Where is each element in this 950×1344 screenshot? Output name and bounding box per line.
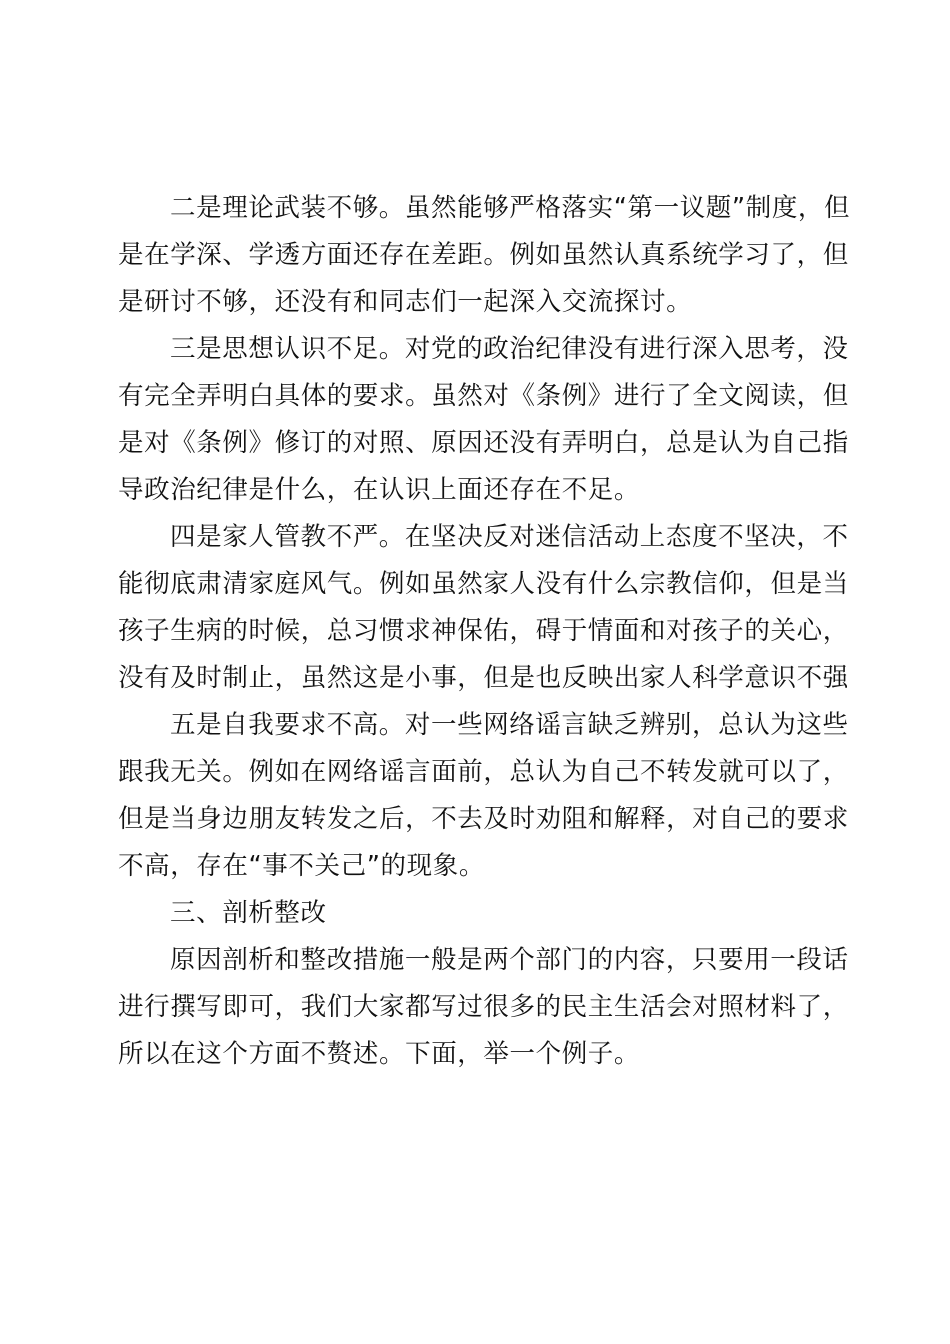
text-line: 孩子生病的时候，总习惯求神保佑，碍于情面和对孩子的关心， — [118, 616, 849, 646]
text-line: 进行撰写即可，我们大家都写过很多的民主生活会对照材料了， — [118, 992, 849, 1022]
text-line: 五是自我要求不高。对一些网络谣言缺乏辨别，总认为这些 — [170, 710, 849, 740]
text-line: 能彻底肃清家庭风气。例如虽然家人没有什么宗教信仰，但是当 — [118, 569, 849, 599]
text-line: 四是家人管教不严。在坚决反对迷信活动上态度不坚决，不 — [170, 522, 849, 552]
text-line: 是研讨不够，还没有和同志们一起深入交流探讨。 — [118, 287, 693, 317]
text-line: 跟我无关。例如在网络谣言面前，总认为自己不转发就可以了， — [118, 757, 849, 787]
text-line: 所以在这个方面不赘述。下面，举一个例子。 — [118, 1039, 641, 1069]
text-line: 二是理论武装不够。虽然能够严格落实“第一议题”制度，但 — [170, 193, 851, 223]
text-line: 原因剖析和整改措施一般是两个部门的内容，只要用一段话 — [170, 945, 849, 975]
text-line: 三、剖析整改 — [170, 898, 327, 928]
text-line: 三是思想认识不足。对党的政治纪律没有进行深入思考，没 — [170, 334, 849, 364]
text-line: 有完全弄明白具体的要求。虽然对《条例》进行了全文阅读，但 — [118, 381, 849, 411]
text-line: 是对《条例》修订的对照、原因还没有弄明白，总是认为自己指 — [118, 428, 849, 458]
text-line: 没有及时制止，虽然这是小事，但是也反映出家人科学意识不强 — [118, 663, 849, 693]
text-line: 导政治纪律是什么，在认识上面还存在不足。 — [118, 475, 641, 505]
text-line: 是在学深、学透方面还存在差距。例如虽然认真系统学习了，但 — [118, 240, 849, 270]
text-line: 不高，存在“事不关己”的现象。 — [118, 851, 485, 881]
document-body — [118, 185, 851, 1078]
text-line: 但是当身边朋友转发之后，不去及时劝阻和解释，对自己的要求 — [118, 804, 849, 834]
